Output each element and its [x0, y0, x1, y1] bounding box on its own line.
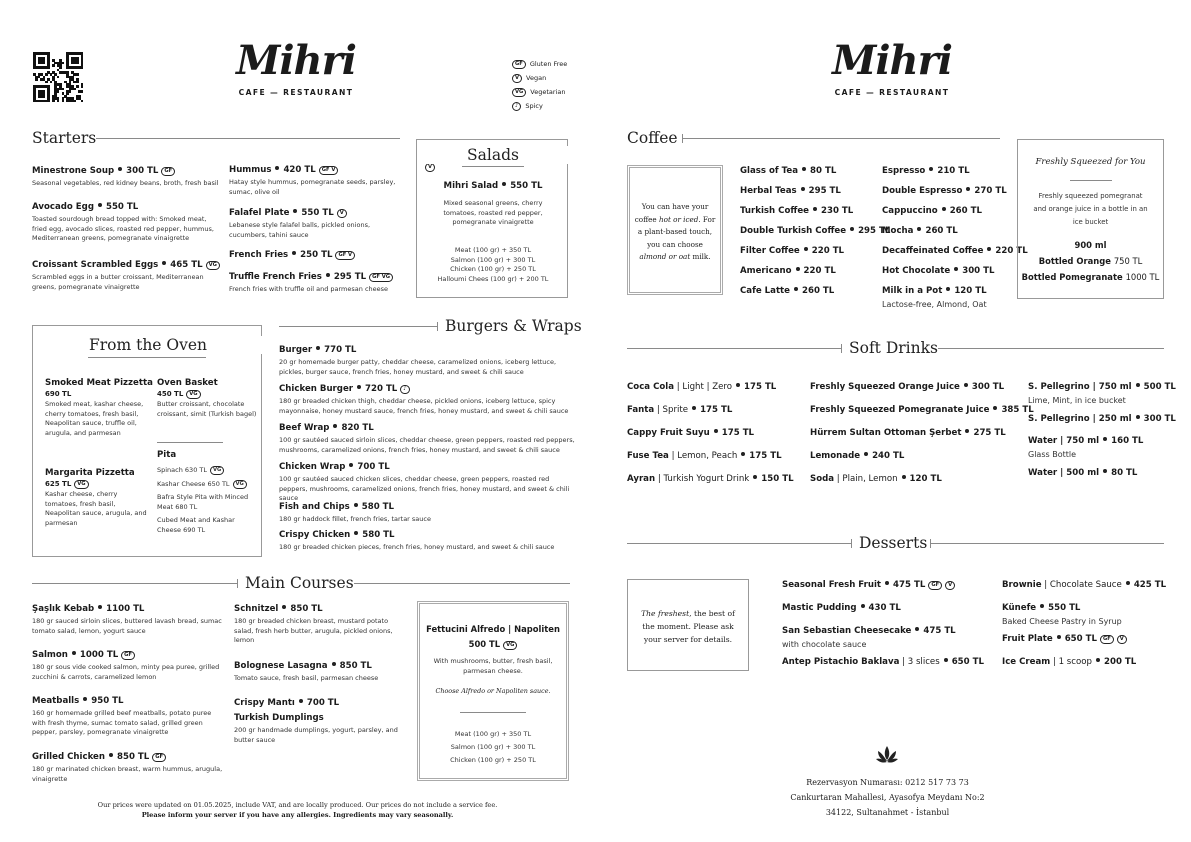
menu-item: Mocha 260 TL — [882, 226, 958, 236]
menu-item: Turkish Coffee 230 TL — [740, 206, 854, 216]
brand-logo-right — [827, 37, 957, 97]
menu-item: Herbal Teas 295 TL — [740, 186, 841, 196]
pita-list: Spinach 630 TL VG Kashar Cheese 650 TL VG Bafra Style Pita with Minced Meat 680 TL Cubed Meat and Kashar Cheese 690 TL — [157, 466, 249, 534]
oven-box — [32, 325, 262, 557]
menu-item: Minestrone Soup 300 TL GF Seasonal vegetables, red kidney beans, broth, fresh basil — [32, 166, 219, 187]
menu-item: Burger 770 TL 20 gr homemade burger patty, cheddar cheese, caramelized onions, iceberg lettuce, pickles, burger sauce, french fries, honey mustard, and sweet & chili sauce — [279, 345, 557, 376]
soft-list-3 — [1028, 382, 1176, 490]
lotus-icon — [875, 745, 899, 765]
brand-logo-left — [231, 37, 361, 97]
qr-code[interactable] — [33, 52, 83, 102]
menu-item: Lemonade 240 TL — [810, 451, 905, 461]
section-title-starters: Starters — [32, 129, 97, 147]
soft-list-2 — [810, 382, 1034, 497]
menu-item: Fish and Chips 580 TL 180 gr haddock fillet, french fries, tartar sauce — [279, 502, 431, 523]
dessert-note-box — [627, 579, 749, 671]
salads-box — [416, 139, 568, 298]
menu-item: Oven Basket 450 TL VG Butter croissant, chocolate croissant, simit (Turkish bagel) — [157, 378, 257, 418]
menu-item: Falafel Plate 550 TL V Lebanese style falafel balls, pickled onions, cucumbers, tahini sauce — [229, 208, 371, 239]
menu-item: Americano 220 TL — [740, 266, 836, 276]
menu-item: S. Pellegrino | 250 ml 300 TL — [1028, 414, 1176, 424]
menu-item: Margarita Pizzetta 625 TL VG Kashar cheese, cherry tomatoes, fresh basil, Neapolitan sauce, arugula, and parmesan — [45, 468, 147, 527]
addon-option: Meat (100 gr) + 350 TL — [454, 730, 532, 738]
menu-item: Glass of Tea 80 TL — [740, 166, 837, 176]
menu-item: Salmon 1000 TL GF 180 gr sous vide cooked salmon, minty pea puree, grilled zucchini & carrots, caramelized lemon — [32, 650, 220, 681]
coffee-list-1 — [740, 166, 890, 306]
diet-badge: GF — [928, 581, 942, 590]
menu-item: Espresso 210 TL — [882, 166, 970, 176]
menu-item: Truffle French Fries 295 TL GF VG French fries with truffle oil and parmesan cheese — [229, 272, 404, 295]
diet-badge: V — [945, 581, 955, 590]
menu-item: Soda | Plain, Lemon 120 TL — [810, 474, 942, 484]
addon-option: Meat (100 gr) + 350 TL — [454, 246, 532, 254]
menu-item: Filter Coffee 220 TL — [740, 246, 845, 256]
menu-item: Freshly Squeezed Pomegranate Juice 385 TL — [810, 405, 1034, 415]
fettucini-name: Fettucini Alfredo | Napoliten 500 TL VG — [426, 624, 560, 649]
menu-item: Ayran | Turkish Yogurt Drink 150 TL — [627, 474, 794, 484]
brand-subtitle: CAFE — RESTAURANT — [834, 88, 950, 97]
soft-list-1 — [627, 382, 794, 497]
addon-option: Halloumi Chees (100 gr) + 200 TL — [437, 274, 549, 283]
fettucini-box — [417, 601, 569, 781]
diet-badge: V — [1117, 635, 1127, 644]
menu-item: Avocado Egg 550 TL Toasted sourdough bread topped with: Smoked meat, fried egg, avocado slices, roasted red pepper, hummus, Mediterranean greens, pomegranate vinaigrette — [32, 202, 214, 243]
menu-item: Ice Cream | 1 scoop 200 TL — [1002, 657, 1137, 667]
menu-item: Cafe Latte 260 TL — [740, 286, 835, 296]
menu-item: Meatballs 950 TL 160 gr homemade grilled beef meatballs, potato puree with fresh thyme, sumac tomato salad, grilled green pepper, parsley, pomegranate vinaigrette — [32, 696, 212, 737]
addon-option: Chicken (100 gr) + 250 TL — [450, 265, 536, 273]
legend-vegetarian: VG Vegetarian — [512, 85, 567, 99]
menu-item: Freshly Squeezed Orange Juice 300 TL — [810, 382, 1005, 392]
menu-item: Beef Wrap 820 TL 100 gr sautéed sauced sirloin slices, cheddar cheese, green peppers, roasted red peppers, mushrooms, caramelized onions, french fries, honey mustard, and sweet & chili sauce — [279, 423, 575, 454]
menu-item: Chicken Burger 720 TL ♪ 180 gr breaded chicken thigh, cheddar cheese, pickled onions, iceberg lettuce, spicy mayonnaise, honey mustard sauce, french fries, honey mustard, and sweet & chili sauce — [279, 384, 569, 415]
legend-spicy: ♪ Spicy — [512, 99, 567, 113]
legend-vegan: V Vegan — [512, 71, 567, 85]
menu-item: Mastic Pudding 430 TL — [782, 603, 901, 613]
menu-item: Schnitzel 850 TL 180 gr breaded chicken breast, mustard potato salad, fresh herb butter, arugula, pickled onions, lemon — [234, 604, 393, 645]
menu-item: Cappy Fruit Suyu 175 TL — [627, 428, 755, 438]
menu-item: S. Pellegrino | 750 ml 500 TL Lime, Mint, in ice bucket — [1028, 382, 1176, 405]
section-title-coffee: Coffee — [627, 129, 678, 147]
section-title-oven: From the Oven — [33, 336, 263, 354]
section-title-salads: Salads — [417, 146, 569, 164]
menu-item: Crispy Mantı 700 TL Turkish Dumplings 200 gr handmade dumplings, yogurt, parsley, and butter sauce — [234, 698, 398, 744]
salad-desc: Mixed seasonal greens, cherry tomatoes, roasted red pepper, pomegranate vinaigrette — [443, 199, 543, 226]
menu-item: Hürrem Sultan Ottoman Şerbet 275 TL — [810, 428, 1006, 438]
menu-item: Bolognese Lasagna 850 TL Tomato sauce, fresh basil, parmesan cheese — [234, 661, 379, 682]
coffee-list-2 — [882, 166, 1028, 308]
menu-item: Künefe 550 TL Baked Cheese Pastry in Syrup — [1002, 603, 1122, 626]
brand-subtitle: CAFE — RESTAURANT — [238, 88, 354, 97]
menu-item: Cappuccino 260 TL — [882, 206, 982, 216]
menu-item: Water | 750 ml 160 TL Glass Bottle — [1028, 436, 1144, 459]
menu-item: Antep Pistachio Baklava | 3 slices 650 TL — [782, 657, 984, 667]
fettucini-note: Choose Alfredo or Napoliten sauce. — [435, 687, 551, 695]
legend-gluten-free: GF Gluten Free — [512, 57, 567, 71]
menu-item: French Fries 250 TL GF V — [229, 250, 404, 261]
menu-item: Double Espresso 270 TL — [882, 186, 1007, 196]
section-title-desserts: Desserts — [859, 534, 928, 552]
dessert-list-2 — [1002, 580, 1166, 680]
dessert-note: The freshest, the best of the moment. Please ask your server for details. — [641, 609, 735, 644]
salad-name: Mihri Salad 550 TL — [443, 181, 543, 191]
coffee-note: You can have your coffee hot or iced. For a plant-based touch, you can choose almond or oat milk. — [634, 202, 716, 261]
menu-item: Fanta | Sprite 175 TL — [627, 405, 733, 415]
pita-title: Pita — [157, 450, 177, 460]
menu-item: Hummus 420 TL GF V Hatay style hummus, pomegranate seeds, parsley, sumac, olive oil — [229, 165, 396, 196]
section-title-soft-drinks: Soft Drinks — [849, 339, 938, 357]
addon-option: Chicken (100 gr) + 250 TL — [450, 756, 536, 764]
menu-item: Brownie | Chocolate Sauce 425 TL — [1002, 580, 1167, 590]
dietary-legend — [512, 57, 567, 113]
menu-item: Double Turkish Coffee 295 TL — [740, 226, 891, 236]
menu-item: Decaffeinated Coffee 220 TL — [882, 246, 1028, 256]
menu-item: Hot Chocolate 300 TL — [882, 266, 995, 276]
menu-item: Grilled Chicken 850 TL GF 180 gr marinated chicken breast, warm hummus, arugula, vinaigrette — [32, 752, 223, 783]
salad-addons — [417, 246, 569, 284]
fresh-desc: Freshly squeezed pomegranat and orange juice in a bottle in an ice bucket — [1033, 192, 1148, 226]
diet-badge: GF — [1100, 635, 1114, 644]
salad-badges: V — [425, 149, 439, 175]
menu-item: Milk in a Pot 120 TL Lactose-free, Almond, Oat — [882, 286, 987, 309]
menu-item: Şaşlık Kebab 1100 TL 180 gr sauced sirloin slices, buttered lavash bread, sumac tomato salad, lemon, yogurt sauce — [32, 604, 222, 635]
menu-item: Fruit Plate 650 TL GF V — [1002, 634, 1166, 645]
menu-item: Smoked Meat Pizzetta 690 TL Smoked meat, kashar cheese, cherry tomatoes, fresh basil, Neapolitan sauce, truffle oil, arugula, and parmesan — [45, 378, 153, 437]
addon-option: Salmon (100 gr) + 300 TL — [450, 255, 536, 264]
fettucini-addons — [420, 728, 566, 767]
menu-item: Chicken Wrap 700 TL 100 gr sautéed sauced chicken slices, cheddar cheese, green peppers, roasted red peppers, mushrooms, caramelized onions, french fries, honey mustard, and sweet & chili sauce — [279, 462, 570, 503]
section-title-burgers: Burgers & Wraps — [445, 317, 582, 335]
coffee-note-box — [627, 165, 723, 295]
menu-item: Fuse Tea | Lemon, Peach 175 TL — [627, 451, 782, 461]
section-title-mains: Main Courses — [245, 574, 354, 592]
addon-option: Salmon (100 gr) + 300 TL — [450, 743, 536, 751]
menu-item: Water | 500 ml 80 TL — [1028, 468, 1138, 478]
menu-item: Coca Cola | Light | Zero 175 TL — [627, 382, 777, 392]
menu-item: Croissant Scrambled Eggs 465 TL VG Scrambled eggs in a butter croissant, Mediterranean greens, pomegranate vinaigrette — [32, 260, 222, 292]
price-footnote: Our prices were updated on 01.05.2025, include VAT, and are locally produced. Our prices do not include a service fee. Please inform your server if you have any allergies. Ingredients may vary seasonally. — [97, 801, 498, 819]
contact-info: Rezervasyon Numarası: 0212 517 73 73 Cankurtaran Mahallesi, Ayasofya Meydanı No:2 34122, Sultanahmet - İstanbul — [790, 778, 985, 817]
fresh-box — [1017, 139, 1164, 299]
menu-item: San Sebastian Cheesecake 475 TL with chocolate sauce — [782, 626, 956, 649]
menu-item: Crispy Chicken 580 TL 180 gr breaded chicken pieces, french fries, honey mustard, and sweet & chili sauce — [279, 530, 555, 551]
fettucini-desc: With mushrooms, butter, fresh basil, parmesan cheese. — [433, 657, 553, 675]
brand-name: Mihri — [236, 37, 356, 84]
dessert-list-1 — [782, 580, 984, 680]
fresh-prices: 900 ml Bottled Orange 750 TL Bottled Pomegranate 1000 TL — [1021, 240, 1160, 282]
menu-item: Seasonal Fresh Fruit 475 TL GF V — [782, 580, 984, 591]
brand-name: Mihri — [832, 37, 952, 84]
fresh-title: Freshly Squeezed for You — [1035, 157, 1146, 167]
